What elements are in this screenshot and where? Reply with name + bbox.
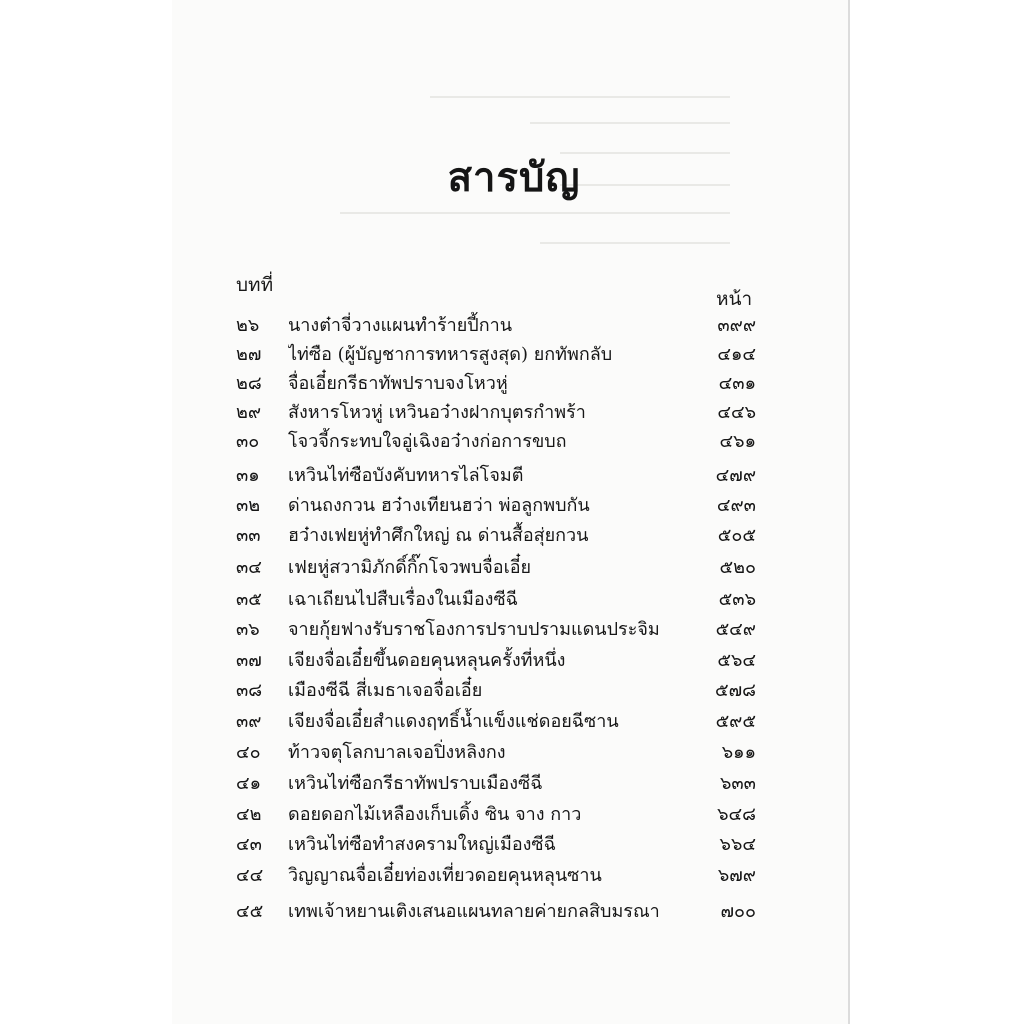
chapter-title: วิญญาณจื่อเอี๋ยท่องเที่ยวดอยคุนหลุนซาน — [288, 865, 602, 886]
toc-entry — [236, 426, 756, 454]
chapter-title: ด่านถงกวน ฮว๋างเทียนฮว่า พ่อลูกพบกัน — [288, 495, 590, 516]
page-number: ๖๓๓ — [719, 773, 756, 794]
page-title: สารบัญ — [447, 155, 581, 201]
toc-entry — [236, 552, 756, 580]
toc-entry — [236, 490, 756, 518]
chapter-number: ๓๒ — [236, 495, 261, 516]
chapter-title: จายกุ้ยฟางรับราชโองการปราบปรามแดนประจิม — [288, 619, 660, 640]
chapter-number: ๔๓ — [236, 834, 262, 855]
chapter-number: ๒๗ — [236, 344, 262, 365]
chapter-number: ๓๓ — [236, 525, 261, 546]
chapter-number: ๒๖ — [236, 315, 260, 336]
toc-entry — [236, 520, 756, 548]
chapter-title: เหวินไท่ซือทำสงครามใหญ่เมืองซีฉี — [288, 834, 556, 855]
chapter-title: เหวินไท่ซือกรีธาทัพปราบเมืองซีฉี — [288, 773, 543, 794]
page-number: ๕๐๕ — [717, 525, 756, 546]
chapter-title: ท้าวจตุโลกบาลเจอปิ่งหลิงกง — [288, 742, 506, 763]
page-number: ๖๖๔ — [719, 834, 756, 855]
chapter-number: ๔๔ — [236, 865, 264, 886]
chapter-number: ๓๔ — [236, 557, 262, 578]
chapter-title: ไท่ซือ (ผู้บัญชาการทหารสูงสุด) ยกทัพกลับ — [288, 344, 613, 365]
chapter-title: เจียงจื่อเอี๋ยสำแดงฤทธิ์น้ำแข็งแช่ดอยฉีซาน — [288, 711, 619, 732]
chapter-title: นางต๋าจี่วางแผนทำร้ายปี้กาน — [288, 315, 513, 336]
page-number: ๔๖๑ — [719, 431, 756, 452]
chapter-title: เทพเจ้าหยานเติงเสนอแผนทลายค่ายกลสิบมรณา — [288, 901, 660, 922]
page-number: ๖๑๑ — [721, 742, 756, 763]
toc-entry — [236, 397, 756, 425]
page-number: ๕๓๖ — [718, 589, 756, 610]
page-number: ๓๙๙ — [717, 315, 756, 336]
page-number: ๔๗๙ — [715, 465, 756, 486]
chapter-number: ๔๑ — [236, 773, 262, 794]
chapter-column-header: บทที่ — [236, 274, 274, 296]
page-number: ๕๖๔ — [717, 650, 756, 671]
page-number: ๔๓๑ — [718, 373, 756, 394]
toc-entry — [236, 896, 756, 924]
chapter-title: เจียงจื่อเอี๋ยขึ้นดอยคุนหลุนครั้งที่หนึ่ง — [288, 650, 566, 671]
chapter-title: เฉาเถียนไปสืบเรื่องในเมืองซีฉี — [288, 589, 518, 610]
page-number: ๔๑๔ — [717, 344, 756, 365]
page-number: ๔๙๓ — [716, 495, 756, 516]
chapter-number: ๓๖ — [236, 619, 260, 640]
toc-entry — [236, 829, 756, 857]
chapter-number: ๔๕ — [236, 901, 264, 922]
toc-entry — [236, 310, 756, 338]
page-number: ๕๗๘ — [714, 680, 756, 701]
page-number: ๔๔๖ — [717, 402, 756, 423]
toc-entry — [236, 768, 756, 796]
chapter-title: ดอยดอกไม้เหลืองเก็บเดิ้ง ซิน จาง กาว — [288, 804, 582, 825]
chapter-number: ๒๘ — [236, 373, 262, 394]
chapter-title: เมืองซีฉี สี่เมธาเจอจื่อเอี๋ย — [288, 680, 483, 701]
toc-entry — [236, 737, 756, 765]
chapter-number: ๔๒ — [236, 804, 262, 825]
toc-entry — [236, 614, 756, 642]
chapter-title: จื่อเอี๋ยกรีธาทัพปราบจงโหวหู่ — [288, 373, 508, 394]
chapter-number: ๔๐ — [236, 742, 261, 763]
chapter-number: ๓๗ — [236, 650, 262, 671]
page-number: ๖๗๙ — [717, 865, 756, 886]
chapter-number: ๓๕ — [236, 589, 262, 610]
chapter-number: ๓๐ — [236, 431, 260, 452]
chapter-number: ๓๙ — [236, 711, 262, 732]
toc-entry — [236, 860, 756, 888]
page-number: ๗๐๐ — [720, 901, 756, 922]
page-column-header: หน้า — [716, 288, 753, 310]
page-number: ๖๔๘ — [717, 804, 756, 825]
chapter-number: ๒๙ — [236, 402, 262, 423]
chapter-number: ๓๑ — [236, 465, 260, 486]
toc-entry — [236, 584, 756, 612]
chapter-number: ๓๘ — [236, 680, 263, 701]
chapter-title: สังหารโหวหู่ เหวินอว๋างฝากบุตรกำพร้า — [288, 402, 586, 423]
toc-entry — [236, 799, 756, 827]
toc-entry — [236, 706, 756, 734]
toc-entry — [236, 368, 756, 396]
toc-entry — [236, 645, 756, 673]
toc-entry — [236, 339, 756, 367]
page-number: ๕๔๙ — [715, 619, 756, 640]
toc-entry — [236, 675, 756, 703]
chapter-title: ฮว๋างเฟยหู่ทำศึกใหญ่ ณ ด่านสื้อสุ่ยกวน — [288, 525, 589, 546]
page-number: ๕๒๐ — [719, 557, 756, 578]
toc-entry — [236, 460, 756, 488]
chapter-title: โจวจี้กระทบใจอู่เฉิงอว๋างก่อการขบถ — [288, 431, 567, 452]
page-number: ๕๙๕ — [715, 711, 756, 732]
chapter-title: เหวินไท่ซือบังคับทหารไล่โจมตี — [288, 465, 524, 486]
chapter-title: เฟยหู่สวามิภักดิ์กิ๊กโจวพบจื่อเอี๋ย — [288, 557, 532, 578]
